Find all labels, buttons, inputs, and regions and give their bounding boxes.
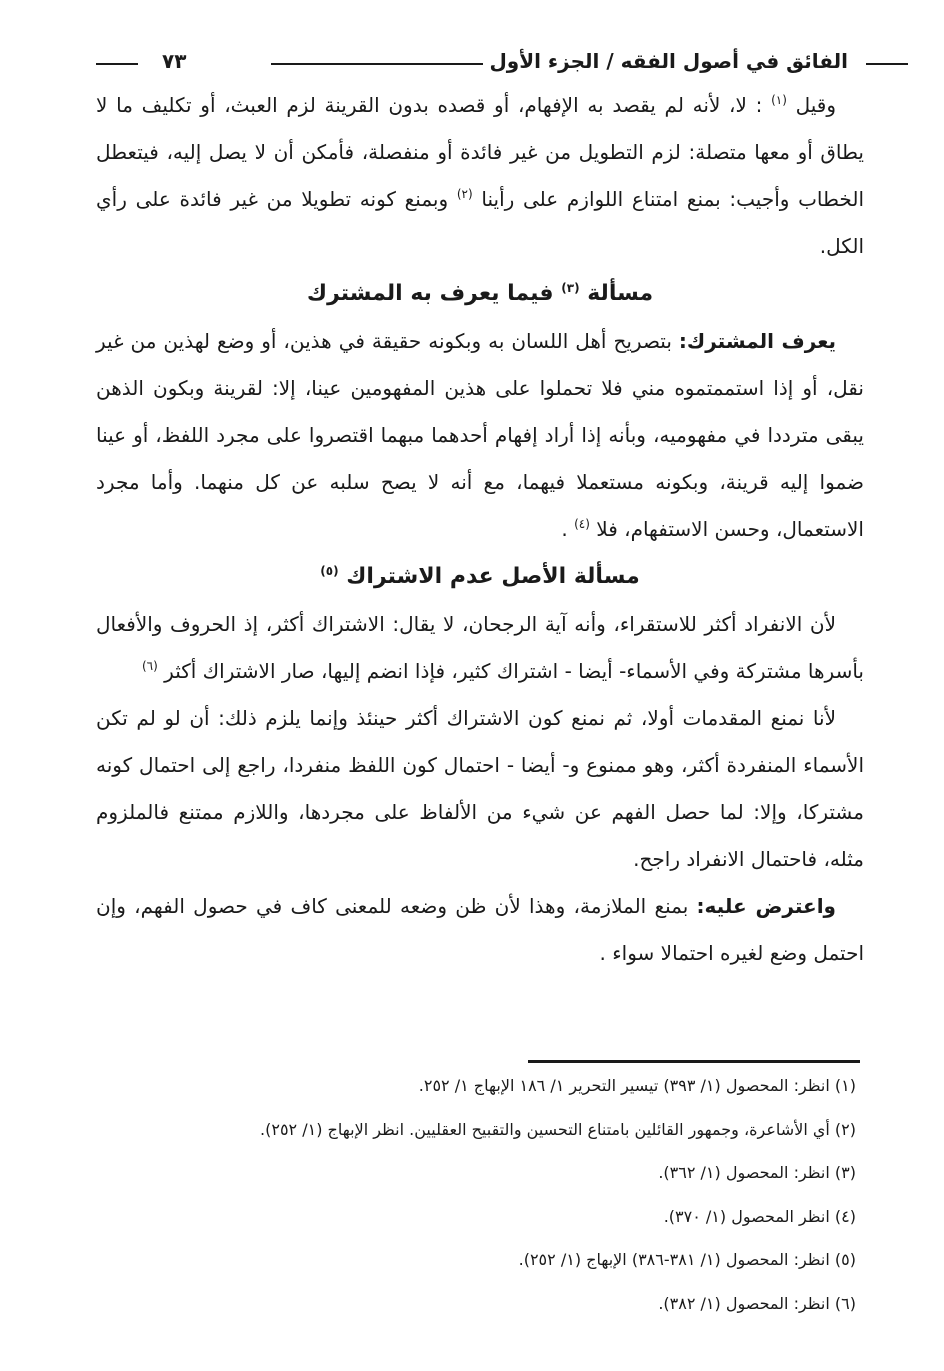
footnote: (٦) انظر: المحصول (١/ ٣٨٢). xyxy=(658,1293,856,1313)
main-text xyxy=(96,82,864,977)
footnotes xyxy=(96,1064,856,1325)
footnote-ref: (٦) xyxy=(141,659,158,673)
footnote: (١) انظر: المحصول (١/ ٣٩٣) تيسير التحرير ١/ ١٨٦ الإبهاج ١/ ٢٥٢. xyxy=(418,1076,856,1095)
header-dash xyxy=(96,63,138,65)
footnote-ref: (١) xyxy=(771,93,787,107)
paragraph: لأنا نمنع المقدمات أولا، ثم نمنع كون الاشتراك أكثر حينئذ وإنما يلزم ذلك: أن لو لم تكن الأسماء المنفردة أكثر، وهو ممنوع و- أيضا - احتمال كون اللفظ منفردا، راجع إلى احتمال كونه مشتركا، وإلا: لما حصل الفهم عن شيء من الألفاظ على مجردها، واللازم ممتنع فالملزوم مثله، فاحتمال الانفراد راجح. xyxy=(96,706,864,871)
paragraph: واعترض عليه: بمنع الملازمة، وهذا لأن ظن وضعه للمعنى كاف في حصول الفهم، وإن احتمل وضع لغيره احتمالا سواء . xyxy=(96,894,864,965)
header-title: الفائق في أصول الفقه / الجزء الأول xyxy=(483,49,848,73)
footnote: (٥) انظر: المحصول (١/ ٣٨١-٣٨٦) الإبهاج (١/ ٢٥٢). xyxy=(518,1250,856,1269)
footnote: (٣) انظر: المحصول (١/ ٣٦٢). xyxy=(658,1163,856,1182)
paragraph: لأن الانفراد أكثر للاستقراء، وأنه آية الرجحان، لا يقال: الاشتراك أكثر، إذ الحروف والأفعال بأسرها مشتركة وفي الأسماء- أيضا - اشتراك كثير، فإذا انضم إليها، صار الاشتراك أكثر $^{(٦)}$ xyxy=(96,612,864,683)
section-heading: مسألة الأصل عدم الاشتراك $^{(٥)}$ xyxy=(320,564,640,589)
footnote: (٢) أي الأشاعرة، وجمهور القائلين بامتناع التحسين والتقبيح العقليين. انظر الإبهاج (١/ ٢٥٢). xyxy=(260,1119,856,1139)
page-number: ٧٣ xyxy=(156,49,192,73)
footnote: (٤) انظر المحصول (١/ ٣٧٠). xyxy=(663,1206,856,1226)
footnote-ref: (٣) xyxy=(561,281,580,295)
paragraph: وقيل $^{(١)}$ : لا، لأنه لم يقصد به الإفهام، أو قصده بدون القرينة لزم العبث، أو تكليف ما لا يطاق أو معها متصلة: لزم التطويل من غير فائدة أو منفصلة، فأمكن أن لا يصل إليه، فيتعطل الخطاب وأجيب: بمنع امتناع اللوازم على رأينا $^{(٢)}$ وبمنع كونه تطويلا من غير فائدة على رأي الكل. xyxy=(96,93,864,258)
header-dash xyxy=(866,63,908,65)
footnote-ref: (٥) xyxy=(320,564,339,578)
paragraph: يعرف المشترك: بتصريح أهل اللسان به وبكونه حقيقة في هذين، أو وضع لهذين من غير نقل، أو إذا استممتموه مني فلا تحملوا على هذين المفهومين عينا، إلا: لقرينة وبكون الذهن يبقى مترددا في مفهوميه، وبأنه إذا أراد إفهام أحدهما مبهما اقتصروا على مجرد اللفظ، أو عينا ضموا إليه قرينة، وبكونه مستعملا فيهما، مع أنه لا يصح سلبه عن كل منهما. وأما مجرد الاستعمال، وحسن الاستفهام، فلا $^{(٤)}$ . xyxy=(96,329,864,541)
running-header xyxy=(96,44,848,78)
footnote-ref: (٤) xyxy=(574,517,590,531)
footnote-separator xyxy=(528,1060,860,1063)
footnote-ref: (٢) xyxy=(456,187,473,201)
section-heading: مسألة $^{(٣)}$ فيما يعرف به المشترك xyxy=(306,281,654,306)
